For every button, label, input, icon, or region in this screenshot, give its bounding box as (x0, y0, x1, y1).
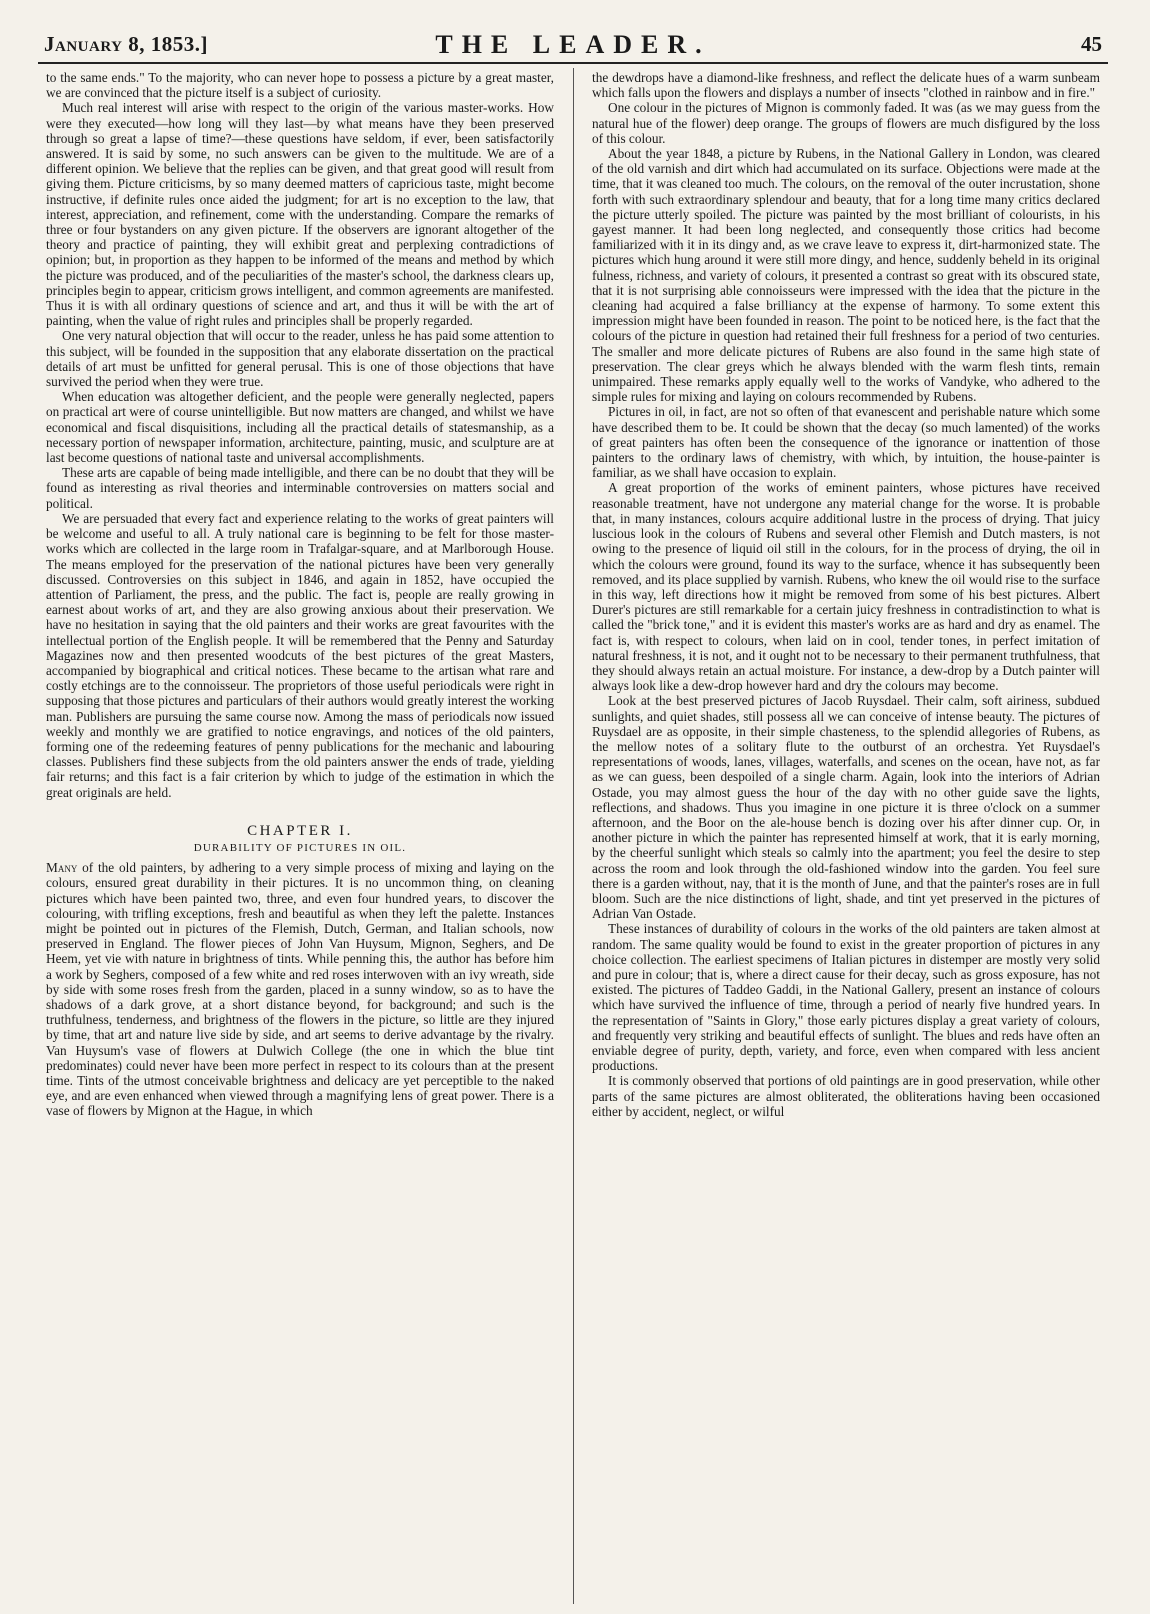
page-header (38, 28, 1108, 64)
paragraph: When education was altogether deficient, and the people were generally neglected, papers on practical art were of course unintelligible. But now matters are changed, and whilst we have economical and fiscal disquisitions, including all the practical details of statesmanship, as a necessary portion of newspaper information, architecture, painting, music, and sculpture are at last become questions of national taste and universal accomplishments. (46, 389, 554, 466)
right-column (592, 70, 1100, 1600)
page-number: 45 (1081, 32, 1102, 56)
paragraph: the dewdrops have a diamond-like freshness, and reflect the delicate hues of a warm sunbeam which falls upon the flowers and displays a number of insects "clothed in rainbow and in fire." (592, 70, 1100, 101)
chapter-title: CHAPTER I. (247, 822, 353, 839)
paragraph: One very natural objection that will occur to the reader, unless he has paid some attention to this subject, will be founded in the supposition that any elaborate dissertation on the practical details of art must be unfitted for general perusal. This is one of those objections that have survived the period when they were true. (46, 328, 554, 390)
chapter-paragraph-text: of the old painters, by adhering to a very simple process of mixing and laying on the colours, ensured great durability in their pictures. It is no uncommon thing, on cleaning pictures which have been painted two, three, and even four hundred years, to discover the colouring, with trifling exceptions, fresh and beautiful as when they left the palette. Instances might be pointed out in pictures of the Flemish, Dutch, German, and Italian schools, now preserved in England. The flower pieces of John Van Huysum, Mignon, Seghers, and De Heem, yet vie with nature in brightness of tints. While penning this, the author has before him a work by Seghers, composed of a few white and red roses interwoven with an ivy wreath, side by side with some roses fresh from the garden, placed in a sunny window, so as to have the shadows of a dark grove, at a short distance beyond, for background; and such is the truthfulness, tenderness, and brightness of the flowers in the picture, so little are they injured by time, that art and nature live side by side, and art seems to derive advantage by the rivalry. Van Huysum's vase of flowers at Dulwich College (the one in which the blue tint predominates) could never have been more perfect in respect to its colours than at the present time. Tints of the utmost conceivable brightness and delicacy are yet perceptible to the naked eye, and are even enhanced when viewed through a magnifying lens of great power. There is a vase of flowers by Mignon at the Hague, in which (46, 860, 554, 1119)
paragraph: Much real interest will arise with respect to the origin of the various master-works. How were they executed—how long will they last—by what means have they been preserved through so great a lapse of time?—these questions have seldom, if ever, been satisfactorily answered. It is said by some, no such answers can be given to the multitude. We are of a different opinion. We believe that the replies can be given, and that great good will result from giving them. Picture criticisms, by so many deemed matters of capricious taste, might become instructive, if definite rules once aided the judgment; for art is no exception to the law, that interest, appreciation, and refinement, come with the understanding. Compare the remarks of three or four bystanders on any given picture. If the observers are ignorant altogether of the theory and practice of painting, they will exhibit great and perplexing contradictions of opinion; but, in proportion as they happen to be informed of the means and method by which the picture was produced, and of the peculiarities of the master's school, the darkness clears up, principles begin to appear, criticism grows intelligent, and common agreements are manifested. Thus it is with all ordinary questions of science and art, and thus it will be with the art of painting, when the value of right rules and principles shall be properly regarded. (46, 100, 554, 329)
left-column (46, 70, 554, 1600)
paragraph: We are persuaded that every fact and experience relating to the works of great painters will be welcome and useful to all. A truly national care is beginning to be felt for those master-works which are collected in the large room in Trafalgar-square, and at Marlborough House. The means employed for the preservation of the national pictures have been very generally discussed. Controversies on this subject in 1846, and again in 1852, have occupied the attention of Parliament, the press, and the public. The fact is, people are really growing in earnest about works of art, and they are also growing anxious about their preservation. We have no hesitation in saying that the old painters and their works are great favourites with the intellectual portion of the English people. It will be remembered that the Penny and Saturday Magazines now and then presented woodcuts of the best pictures of the great Masters, accompanied by biographical and critical notices. These became to the artisan what rare and costly etchings are to the connoisseur. The proprietors of those useful periodicals were right in supposing that those pictures and particulars of their authors would greatly interest the working man. Publishers are pursuing the same course now. Among the mass of periodicals now issued weekly and monthly we are gratified to notice engravings, and notices of the old painters, forming one of the redeeming features of penny publications for the mechanic and labouring classes. Publishers find these subjects from the old painters answer the ends of trade, yielding fair returns; and this fact is a fair criterion by which to judge of the estimation in which the great originals are held. (46, 510, 554, 800)
paragraph: Pictures in oil, in fact, are not so often of that evanescent and perishable nature which some have described them to be. It could be shown that the decay (so much lamented) of the works of great painters has often been the consequence of the ignorance or inattention of those painters to the ordinary laws of chemistry, with which, by intuition, the house-painter is familiar, as we shall have occasion to explain. (592, 404, 1100, 481)
paragraph: A great proportion of the works of eminent painters, whose pictures have received reasonable treatment, have not undergone any material change for the worse. It is probable that, in many instances, colours acquire additional lustre in the process of drying. That juicy luscious look in the colours of Rubens and several other Flemish and Dutch masters, is not owing to the presence of liquid oil still in the colours, for in the process of drying, the oil in which the colours were ground, found its way to the surface, whence it has subsequently been removed, and its place supplied by varnish. Rubens, who knew the oil would rise to the surface in this way, left directions how it might be removed from some of his best pictures. Albert Durer's pictures are still remarkable for a certain juicy freshness in contradistinction to what is called the "brick tone," and it is evident this master's works are as hard and dry as enamel. The fact is, with respect to colours, when laid on in cool, tender tones, in perfect imitation of natural freshness, it is not, and it ought not to be necessary to their permanent truthfulness, that they should always retain an actual moisture. For instance, a dew-drop by a Dutch painter will always look like a dew-drop however hard and dry the colours may become. (592, 480, 1100, 694)
paragraph: These arts are capable of being made intelligible, and there can be no doubt that they will be found as interesting as rival theories and interminable controversies on matters social and political. (46, 465, 554, 511)
paragraph: These instances of durability of colours in the works of the old painters are taken almost at random. The same quality would be found to exist in the greater proportion of pictures in any choice collection. The earliest specimens of Italian pictures in distemper are mostly very solid and pure in colour; that is, where a direct cause for their decay, such as gross exposure, has not existed. The pictures of Taddeo Gaddi, in the National Gallery, present an instance of colours which have survived the influence of time, through a period of nearly five hundred years. In the representation of "Saints in Glory," those early pictures display a great variety of colours, and frequently very striking and beautiful effects of sunlight. The blues and reds have often an enviable degree of purity, depth, variety, and force, even when compared with less ancient productions. (592, 921, 1100, 1074)
paragraph: to the same ends." To the majority, who can never hope to possess a picture by a great master, we are convinced that the picture itself is a subject of curiosity. (46, 70, 554, 101)
opening-word: Many (46, 860, 78, 876)
column-divider (573, 68, 574, 1604)
paragraph: Look at the best preserved pictures of Jacob Ruysdael. Their calm, soft airiness, subdued sunlights, and quiet shades, still possess all we can conceive of intense beauty. The pictures of Ruysdael are as opposite, in their simple chasteness, to the splendid allegories of Rubens, as the mellow notes of a solitary flute to the outburst of an orchestra. Yet Ruysdael's representations of woods, lanes, villages, waterfalls, and scenes on the ocean, have not, as far as we can guess, been despoiled of a single charm. Again, look into the interiors of Adrian Ostade, you may almost guess the hour of the day with no other guide save the lights, reflections, and shadows. Thus you imagine in one picture it is three o'clock on a summer afternoon, and the Boor on the ale-house bench is dozing over his after dinner cup. Or, in another picture in which the painter has represented himself at work, that it is early morning, by the cheerful sunlight which steals so calmly into the apartment; you feel the desire to step across the room and look through the old-fashioned window into the garden. You feel sure there is a garden without, nay, that it is the month of June, and that the painter's roses are in full bloom. Such are the nice distinctions of light, shade, and tint yet preserved in the pictures of Adrian Van Ostade. (592, 693, 1100, 922)
paragraph: About the year 1848, a picture by Rubens, in the National Gallery in London, was cleared of the old varnish and dirt which had accumulated on its surface. Objections were made at the time, that it was cleaned too much. The colours, on the removal of the outer incrustation, shone forth with such extraordinary splendour and beauty, that for a long time many critics declared the picture utterly spoiled. The picture was painted by the most brilliant of colourists, in his gayest manner. It had been long neglected, and consequently those critics had become familiarized with it in its dingy and, as we crave leave to express it, dirt-harmonized state. The pictures which hung around it were still more dingy, and hence, suddenly beheld in its original fulness, richness, and variety of colours, it presented a contrast so great with its obscured state, that it is not surprising able connoisseurs were impressed with the idea that the picture in the cleaning had acquired a false brilliancy at the expense of harmony. To some extent this impression might have been founded in reason. The point to be noticed here, is the fact that the colours of the picture in question had retained their full freshness for a period of two centuries. The smaller and more delicate pictures of Rubens are also found in the same high state of preservation. The clear greys which he always blended with the warm flesh tints, remain unimpaired. These remarks apply equally well to the works of Vandyke, who adhered to the simple rules for mixing and laying on colours recommended by Rubens. (592, 146, 1100, 405)
paragraph: It is commonly observed that portions of old paintings are in good preservation, while other parts of the same pictures are almost obliterated, the obliterations having been occasioned either by accident, neglect, or wilful (592, 1073, 1100, 1119)
paragraph: One colour in the pictures of Mignon is commonly faded. It was (as we may guess from the natural hue of the flower) deep orange. The groups of flowers are much disfigured by the loss of this colour. (592, 100, 1100, 146)
chapter-subtitle: DURABILITY OF PICTURES IN OIL. (193, 841, 407, 854)
chapter-paragraph (46, 860, 554, 1118)
masthead-title: THE LEADER. (435, 30, 711, 59)
issue-date: January 8, 1853.] (44, 32, 208, 56)
